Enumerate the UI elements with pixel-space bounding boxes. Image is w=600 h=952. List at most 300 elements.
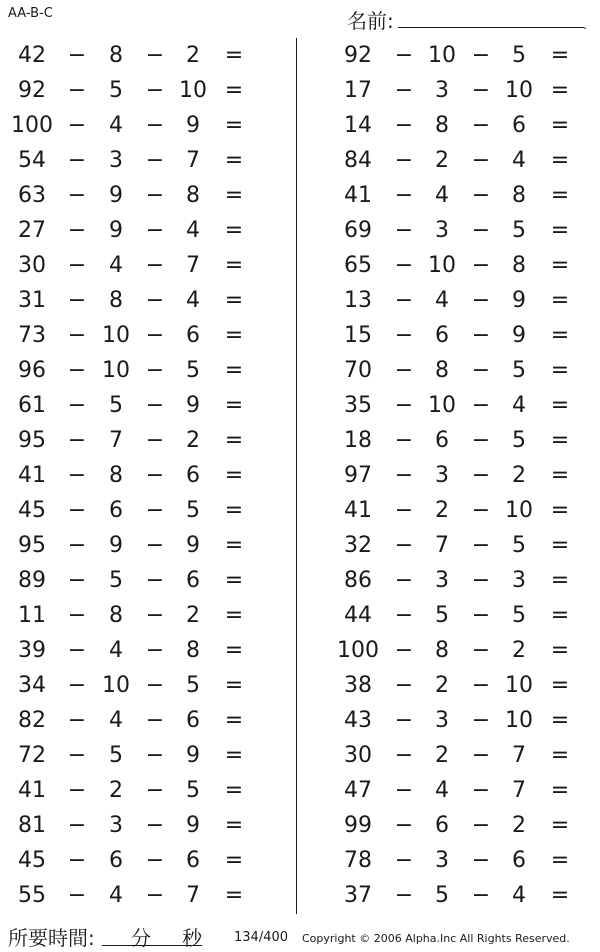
subtrahend-1: 8	[109, 288, 123, 313]
subtrahend-2: 9	[512, 288, 526, 313]
problem-row	[0, 38, 300, 73]
minus-sign: −	[394, 393, 414, 418]
minus-sign: −	[394, 113, 414, 138]
subtrahend-1: 4	[435, 183, 449, 208]
subtrahend-1: 10	[102, 673, 130, 698]
minuend: 32	[344, 533, 372, 558]
subtrahend-1: 6	[109, 498, 123, 523]
subtrahend-1: 8	[435, 358, 449, 383]
subtrahend-1: 10	[428, 393, 456, 418]
equals-sign: =	[550, 253, 570, 278]
subtrahend-1: 5	[435, 883, 449, 908]
minus-sign: −	[145, 533, 165, 558]
minus-sign: −	[145, 883, 165, 908]
minuend: 37	[344, 883, 372, 908]
subtrahend-2: 3	[512, 568, 526, 593]
equals-sign: =	[224, 358, 244, 383]
minus-sign: −	[394, 778, 414, 803]
minus-sign: −	[471, 778, 491, 803]
equals-sign: =	[550, 568, 570, 593]
subtrahend-2: 2	[512, 813, 526, 838]
minuend: 45	[18, 848, 46, 873]
minus-sign: −	[471, 743, 491, 768]
equals-sign: =	[224, 533, 244, 558]
problem-row	[0, 353, 300, 388]
minuend: 31	[18, 288, 46, 313]
minuend: 11	[18, 603, 46, 628]
subtrahend-1: 7	[109, 428, 123, 453]
page-count: 134/400	[234, 930, 289, 945]
problem-row	[300, 668, 600, 703]
minus-sign: −	[145, 778, 165, 803]
subtrahend-2: 5	[512, 218, 526, 243]
minus-sign: −	[471, 43, 491, 68]
equals-sign: =	[224, 743, 244, 768]
equals-sign: =	[550, 533, 570, 558]
subtrahend-1: 5	[435, 603, 449, 628]
minuend: 45	[18, 498, 46, 523]
subtrahend-2: 2	[512, 638, 526, 663]
subtrahend-1: 9	[109, 183, 123, 208]
problem-row	[0, 528, 300, 563]
minus-sign: −	[471, 848, 491, 873]
subtrahend-2: 6	[512, 848, 526, 873]
equals-sign: =	[224, 813, 244, 838]
problem-row	[0, 388, 300, 423]
subtrahend-1: 5	[109, 743, 123, 768]
problem-row	[300, 598, 600, 633]
minus-sign: −	[145, 813, 165, 838]
minuend: 54	[18, 148, 46, 173]
problem-row	[300, 108, 600, 143]
minus-sign: −	[394, 813, 414, 838]
subtrahend-1: 5	[109, 568, 123, 593]
minuend: 38	[344, 673, 372, 698]
minuend: 95	[18, 428, 46, 453]
subtrahend-1: 10	[428, 253, 456, 278]
minuend: 84	[344, 148, 372, 173]
problem-row	[0, 283, 300, 318]
subtrahend-2: 10	[505, 78, 533, 103]
problem-row	[0, 213, 300, 248]
minus-sign: −	[67, 358, 87, 383]
minus-sign: −	[471, 813, 491, 838]
minus-sign: −	[394, 463, 414, 488]
minus-sign: −	[145, 848, 165, 873]
minuend: 44	[344, 603, 372, 628]
minus-sign: −	[67, 883, 87, 908]
subtrahend-1: 3	[435, 218, 449, 243]
subtrahend-1: 8	[435, 113, 449, 138]
minuend: 69	[344, 218, 372, 243]
minus-sign: −	[145, 708, 165, 733]
subtrahend-2: 6	[512, 113, 526, 138]
equals-sign: =	[550, 638, 570, 663]
minus-sign: −	[471, 603, 491, 628]
minuend: 99	[344, 813, 372, 838]
subtrahend-1: 3	[435, 568, 449, 593]
equals-sign: =	[224, 288, 244, 313]
problem-row	[300, 773, 600, 808]
problem-row	[300, 493, 600, 528]
minuend: 78	[344, 848, 372, 873]
minuend: 82	[18, 708, 46, 733]
problem-row	[300, 178, 600, 213]
minus-sign: −	[394, 848, 414, 873]
minutes-label: 分	[131, 926, 151, 950]
minus-sign: −	[394, 568, 414, 593]
minuend: 35	[344, 393, 372, 418]
subtrahend-2: 5	[186, 778, 200, 803]
minus-sign: −	[67, 603, 87, 628]
subtrahend-1: 4	[109, 113, 123, 138]
problem-row	[300, 878, 600, 913]
equals-sign: =	[224, 78, 244, 103]
minus-sign: −	[67, 568, 87, 593]
minus-sign: −	[471, 358, 491, 383]
subtrahend-2: 5	[512, 358, 526, 383]
minuend: 41	[344, 183, 372, 208]
subtrahend-2: 8	[512, 253, 526, 278]
equals-sign: =	[224, 638, 244, 663]
minus-sign: −	[145, 218, 165, 243]
problem-row	[300, 843, 600, 878]
minus-sign: −	[471, 183, 491, 208]
equals-sign: =	[550, 183, 570, 208]
problem-row	[0, 668, 300, 703]
subtrahend-2: 2	[512, 463, 526, 488]
subtrahend-1: 4	[109, 253, 123, 278]
subtrahend-1: 2	[109, 778, 123, 803]
subtrahend-1: 2	[435, 148, 449, 173]
minuend: 55	[18, 883, 46, 908]
minuend: 39	[18, 638, 46, 663]
subtrahend-2: 5	[512, 428, 526, 453]
minus-sign: −	[394, 78, 414, 103]
minuend: 96	[18, 358, 46, 383]
subtrahend-1: 3	[435, 848, 449, 873]
equals-sign: =	[550, 498, 570, 523]
problem-row	[0, 178, 300, 213]
equals-sign: =	[550, 883, 570, 908]
equals-sign: =	[224, 603, 244, 628]
equals-sign: =	[550, 708, 570, 733]
subtrahend-1: 3	[435, 708, 449, 733]
minus-sign: −	[67, 218, 87, 243]
problem-row	[0, 633, 300, 668]
minuend: 61	[18, 393, 46, 418]
equals-sign: =	[550, 218, 570, 243]
minuend: 95	[18, 533, 46, 558]
minus-sign: −	[67, 183, 87, 208]
equals-sign: =	[224, 148, 244, 173]
problem-row	[0, 598, 300, 633]
minuend: 72	[18, 743, 46, 768]
problem-row	[300, 388, 600, 423]
minus-sign: −	[471, 883, 491, 908]
subtrahend-2: 8	[512, 183, 526, 208]
minus-sign: −	[394, 743, 414, 768]
minuend: 30	[344, 743, 372, 768]
minus-sign: −	[145, 603, 165, 628]
subtrahend-1: 5	[109, 393, 123, 418]
equals-sign: =	[550, 813, 570, 838]
equals-sign: =	[550, 848, 570, 873]
subtrahend-1: 8	[109, 463, 123, 488]
minuend: 92	[18, 78, 46, 103]
problem-row	[300, 808, 600, 843]
minus-sign: −	[145, 148, 165, 173]
minuend: 17	[344, 78, 372, 103]
minuend: 27	[18, 218, 46, 243]
equals-sign: =	[550, 358, 570, 383]
minuend: 34	[18, 673, 46, 698]
minus-sign: −	[471, 708, 491, 733]
minus-sign: −	[471, 393, 491, 418]
equals-sign: =	[550, 428, 570, 453]
subtrahend-2: 9	[186, 533, 200, 558]
problem-row	[0, 248, 300, 283]
problem-row	[300, 353, 600, 388]
minuend: 97	[344, 463, 372, 488]
minuend: 86	[344, 568, 372, 593]
minus-sign: −	[67, 113, 87, 138]
problem-row	[300, 423, 600, 458]
minuend: 15	[344, 323, 372, 348]
minus-sign: −	[394, 498, 414, 523]
worksheet-code: AA-B-C	[8, 6, 53, 21]
minus-sign: −	[394, 533, 414, 558]
minuend: 100	[11, 113, 53, 138]
equals-sign: =	[550, 113, 570, 138]
subtrahend-2: 7	[512, 778, 526, 803]
subtrahend-2: 9	[186, 813, 200, 838]
minus-sign: −	[145, 323, 165, 348]
minus-sign: −	[145, 568, 165, 593]
minus-sign: −	[471, 638, 491, 663]
minuend: 92	[344, 43, 372, 68]
problem-row	[0, 73, 300, 108]
equals-sign: =	[550, 463, 570, 488]
problem-row	[300, 38, 600, 73]
minus-sign: −	[471, 428, 491, 453]
subtrahend-2: 6	[186, 463, 200, 488]
subtrahend-2: 6	[186, 568, 200, 593]
subtrahend-2: 7	[186, 148, 200, 173]
equals-sign: =	[550, 288, 570, 313]
problem-row	[300, 563, 600, 598]
minus-sign: −	[394, 883, 414, 908]
subtrahend-2: 7	[186, 883, 200, 908]
minuend: 81	[18, 813, 46, 838]
minus-sign: −	[471, 323, 491, 348]
equals-sign: =	[224, 568, 244, 593]
subtrahend-2: 5	[512, 533, 526, 558]
subtrahend-1: 4	[435, 288, 449, 313]
minus-sign: −	[394, 43, 414, 68]
equals-sign: =	[224, 183, 244, 208]
minus-sign: −	[145, 253, 165, 278]
minus-sign: −	[471, 568, 491, 593]
minus-sign: −	[67, 148, 87, 173]
equals-sign: =	[550, 743, 570, 768]
subtrahend-1: 4	[435, 778, 449, 803]
subtrahend-1: 8	[109, 603, 123, 628]
minus-sign: −	[394, 603, 414, 628]
equals-sign: =	[550, 673, 570, 698]
problem-row	[300, 703, 600, 738]
minus-sign: −	[145, 428, 165, 453]
equals-sign: =	[224, 218, 244, 243]
subtrahend-1: 4	[109, 638, 123, 663]
column-divider	[296, 38, 297, 914]
problem-row	[0, 738, 300, 773]
seconds-label: 秒	[182, 926, 202, 950]
problem-row	[300, 213, 600, 248]
problem-row	[300, 143, 600, 178]
equals-sign: =	[550, 393, 570, 418]
problem-row	[300, 738, 600, 773]
subtrahend-1: 6	[435, 323, 449, 348]
subtrahend-1: 6	[109, 848, 123, 873]
minus-sign: −	[145, 288, 165, 313]
subtrahend-2: 5	[186, 358, 200, 383]
equals-sign: =	[224, 393, 244, 418]
subtrahend-2: 9	[186, 113, 200, 138]
minus-sign: −	[471, 218, 491, 243]
subtrahend-1: 3	[435, 463, 449, 488]
subtrahend-1: 8	[109, 43, 123, 68]
time-taken-label: 所要時間:	[8, 926, 95, 950]
problem-row	[0, 703, 300, 738]
problem-row	[300, 73, 600, 108]
equals-sign: =	[224, 848, 244, 873]
minus-sign: −	[145, 463, 165, 488]
minus-sign: −	[394, 148, 414, 173]
minus-sign: −	[471, 498, 491, 523]
subtrahend-1: 3	[435, 78, 449, 103]
subtrahend-2: 5	[512, 603, 526, 628]
subtrahend-1: 6	[435, 813, 449, 838]
minus-sign: −	[471, 253, 491, 278]
subtrahend-1: 10	[102, 358, 130, 383]
minuend: 30	[18, 253, 46, 278]
minuend: 89	[18, 568, 46, 593]
copyright-notice: Copyright © 2006 Alpha.Inc All Rights Reserved.	[302, 932, 570, 945]
subtrahend-1: 4	[109, 883, 123, 908]
minus-sign: −	[471, 113, 491, 138]
problem-row	[300, 248, 600, 283]
subtrahend-2: 5	[186, 673, 200, 698]
subtrahend-2: 9	[186, 393, 200, 418]
equals-sign: =	[550, 43, 570, 68]
name-line-end-dot: .	[583, 18, 587, 32]
minuend: 63	[18, 183, 46, 208]
minus-sign: −	[67, 78, 87, 103]
minus-sign: −	[67, 638, 87, 663]
minuend: 47	[344, 778, 372, 803]
name-line[interactable]	[398, 27, 584, 28]
minus-sign: −	[67, 323, 87, 348]
minus-sign: −	[145, 743, 165, 768]
problem-row	[0, 458, 300, 493]
problem-row	[0, 878, 300, 913]
right-problems-column	[300, 38, 600, 913]
problem-row	[0, 318, 300, 353]
equals-sign: =	[224, 323, 244, 348]
equals-sign: =	[550, 323, 570, 348]
minus-sign: −	[145, 358, 165, 383]
minus-sign: −	[145, 498, 165, 523]
equals-sign: =	[550, 603, 570, 628]
minus-sign: −	[67, 43, 87, 68]
subtrahend-2: 4	[186, 218, 200, 243]
minus-sign: −	[471, 288, 491, 313]
minus-sign: −	[394, 673, 414, 698]
minuend: 41	[18, 778, 46, 803]
equals-sign: =	[224, 113, 244, 138]
subtrahend-2: 5	[512, 43, 526, 68]
minus-sign: −	[67, 393, 87, 418]
problem-row	[0, 493, 300, 528]
minus-sign: −	[67, 533, 87, 558]
minus-sign: −	[394, 288, 414, 313]
subtrahend-1: 3	[109, 813, 123, 838]
minus-sign: −	[145, 183, 165, 208]
minus-sign: −	[67, 848, 87, 873]
minus-sign: −	[394, 428, 414, 453]
minuend: 70	[344, 358, 372, 383]
subtrahend-2: 6	[186, 848, 200, 873]
minus-sign: −	[471, 148, 491, 173]
problem-row	[0, 143, 300, 178]
minuend: 13	[344, 288, 372, 313]
subtrahend-2: 10	[505, 708, 533, 733]
subtrahend-2: 9	[512, 323, 526, 348]
problem-row	[300, 458, 600, 493]
subtrahend-1: 6	[435, 428, 449, 453]
subtrahend-2: 7	[186, 253, 200, 278]
equals-sign: =	[224, 428, 244, 453]
problem-row	[0, 423, 300, 458]
minus-sign: −	[67, 743, 87, 768]
subtrahend-1: 9	[109, 218, 123, 243]
minus-sign: −	[67, 778, 87, 803]
minuend: 14	[344, 113, 372, 138]
subtrahend-2: 4	[512, 393, 526, 418]
subtrahend-1: 9	[109, 533, 123, 558]
minus-sign: −	[394, 358, 414, 383]
subtrahend-2: 2	[186, 603, 200, 628]
minus-sign: −	[394, 323, 414, 348]
problem-row	[300, 528, 600, 563]
subtrahend-2: 5	[186, 498, 200, 523]
minuend: 42	[18, 43, 46, 68]
subtrahend-2: 10	[505, 673, 533, 698]
minus-sign: −	[67, 708, 87, 733]
minus-sign: −	[394, 253, 414, 278]
subtrahend-2: 7	[512, 743, 526, 768]
equals-sign: =	[224, 463, 244, 488]
minus-sign: −	[145, 638, 165, 663]
subtrahend-1: 5	[109, 78, 123, 103]
minus-sign: −	[145, 43, 165, 68]
subtrahend-2: 2	[186, 428, 200, 453]
subtrahend-2: 2	[186, 43, 200, 68]
subtrahend-1: 2	[435, 743, 449, 768]
minuend: 100	[337, 638, 379, 663]
equals-sign: =	[550, 778, 570, 803]
